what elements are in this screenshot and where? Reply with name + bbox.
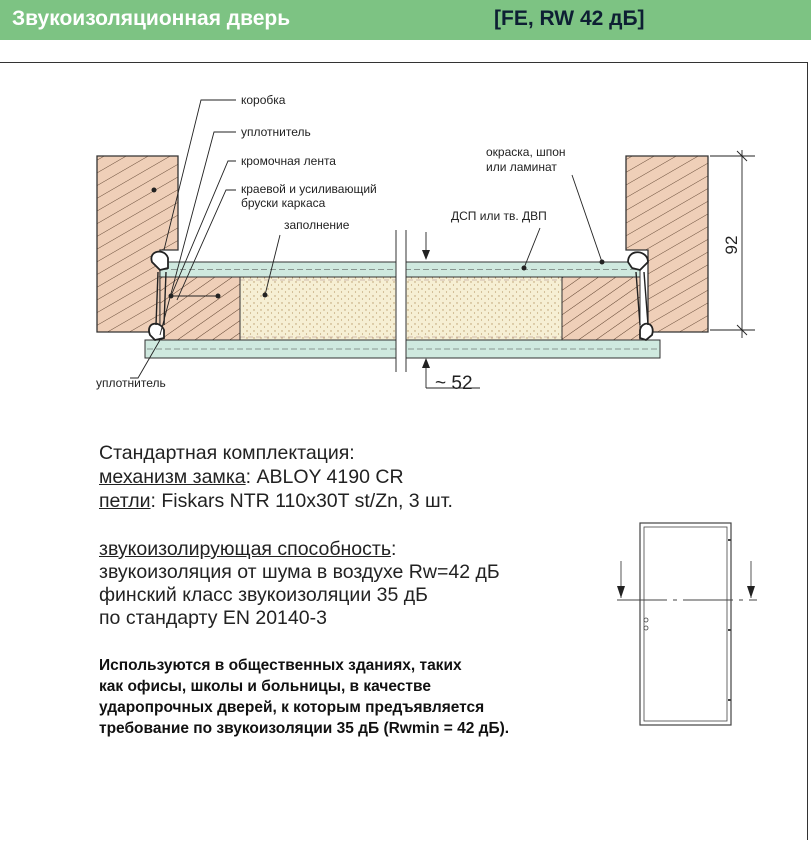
label-finish-1: окраска, шпон <box>486 145 566 159</box>
seal-right-top <box>628 252 648 270</box>
note-line-1: Используются в общественных зданиях, таких <box>99 657 462 674</box>
sound-title-line <box>99 538 396 561</box>
label-board: ДСП или тв. ДВП <box>451 209 547 223</box>
spec-badge: [FE, RW 42 дБ] <box>494 7 645 30</box>
label-filling: заполнение <box>284 218 350 232</box>
note-line-2: как офисы, школы и больницы, в качестве <box>99 678 431 695</box>
dim-thickness: 92 <box>722 235 741 255</box>
seal-right-bottom <box>640 324 653 340</box>
hinges-label: петли <box>99 490 151 512</box>
seal-left-bottom <box>149 324 164 340</box>
note-line-3: ударопрочных дверей, к которым предъявляется <box>99 699 485 716</box>
label-frame-bars-1: краевой и усиливающий <box>241 182 377 196</box>
hinges-value: : Fiskars NTR 110x30T st/Zn, 3 шт. <box>150 490 453 512</box>
sound-line-3: по стандарту EN 20140-3 <box>99 607 327 629</box>
usage-note <box>99 655 509 739</box>
lock-line <box>99 466 404 489</box>
standard-title: Стандартная комплектация: <box>99 442 355 464</box>
hinges-line <box>99 490 453 513</box>
door-elevation <box>617 523 757 725</box>
note-line-4: требование по звукоизоляции 35 дБ (Rwmin = 42 дБ). <box>99 720 510 737</box>
sound-line-2: финский класс звукоизоляции 35 дБ <box>99 584 428 606</box>
label-frame: коробка <box>241 93 286 107</box>
page-title: Звукоизоляционная дверь <box>12 7 291 30</box>
label-frame-bars-2: бруски каркаса <box>241 196 326 210</box>
sound-title: звукоизолирующая способность <box>99 538 391 560</box>
label-seal-bottom: уплотнитель <box>96 376 166 390</box>
label-edge-tape: кромочная лента <box>241 154 336 168</box>
lock-label: механизм замка <box>99 466 246 488</box>
dim-gap: ~ 52 <box>435 373 473 394</box>
sound-title-colon: : <box>390 538 397 560</box>
edge-bar-right <box>562 277 640 340</box>
lock-value: : ABLOY 4190 CR <box>245 466 404 488</box>
label-seal-top: уплотнитель <box>241 125 311 139</box>
label-finish-2: или ламинат <box>486 160 557 174</box>
sound-line-1: звукоизоляция от шума в воздухе Rw=42 дБ <box>99 561 500 583</box>
edge-bar-left <box>160 277 240 340</box>
